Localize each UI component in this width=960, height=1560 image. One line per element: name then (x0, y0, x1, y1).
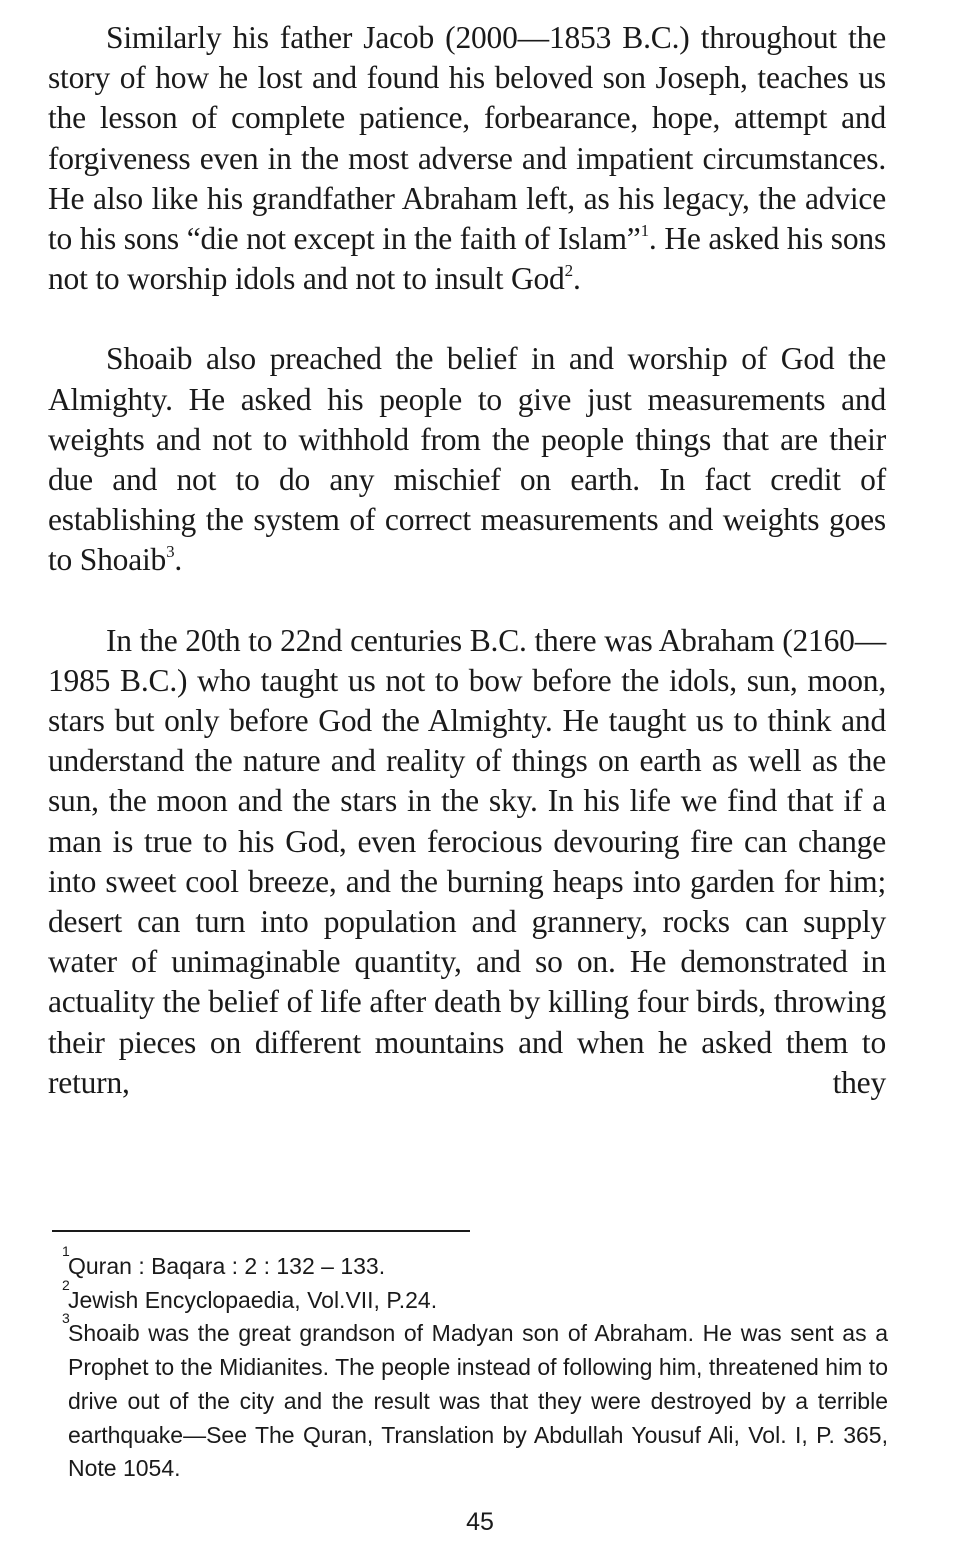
paragraph-abraham (48, 621, 886, 1103)
paragraph-jacob (48, 18, 886, 299)
footnote-text: Quran : Baqara : 2 : 132 – 133. (68, 1253, 386, 1279)
footnote-text: Shoaib was the great grandson of Madyan son of Abraham. He was sent as a Prophet to the Midianites. The people instead of following him, threatened him to drive out of the city and the result was that they were destroyed by a terrible earthquake—See The Quran, Translation by Abdullah Yousuf Ali, Vol. I, P. 365, Note 1054. (68, 1320, 888, 1482)
footnote-2 (50, 1276, 888, 1318)
paragraph-text: . (174, 542, 183, 578)
paragraph-text: . He asked his sons not to worship idols and not to insult God (48, 221, 886, 297)
footnote-3 (50, 1310, 888, 1486)
footnote-mark: 3 (62, 1310, 70, 1327)
footnote-mark: 2 (62, 1276, 70, 1293)
paragraph-text: Similarly his father Jacob (2000—1853 B.C.) throughout the story of how he lost and found his beloved son Joseph, teaches us the lesson of complete patience, forbearance, hope, attempt and forgiveness even in the most adverse and impatient circumstances. He also like his grandfather Abraham left, as his legacy, the advice to his sons “die not except in the faith of Islam” (48, 20, 886, 257)
page-body (48, 18, 886, 1103)
footnote-ref-2: 2 (564, 261, 573, 281)
paragraph-text: . (572, 261, 581, 297)
footnote-ref-1: 1 (640, 221, 649, 241)
footnote-mark: 1 (62, 1243, 70, 1259)
page-number: 45 (466, 1508, 494, 1536)
footnote-1 (50, 1243, 888, 1284)
footnote-ref-3: 3 (166, 542, 175, 562)
paragraph-text: In the 20th to 22nd centuries B.C. there was Abraham (2160—1985 B.C.) who taught us not to bow before the idols, sun, moon, stars but only before God the Almighty. He taught us to think and understand the nature and reality of things on earth as well as the sun, the moon and the stars in the sky. In his life we find that if a man is true to his God, even ferocious devouring fire can change into sweet cool breeze, and the burning heaps into garden for him; desert can turn into population and grannery, rocks can supply water of unimaginable quantity, and so on. He demonstrated in actuality the belief of life after death by killing four birds, throwing their pieces on different mountains and when he asked them to return, they (48, 622, 886, 1100)
paragraph-text: Shoaib also preached the belief in and worship of God the Almighty. He asked his people to give just measurements and weights and not to withhold from the people things that are their due and not to do any mischief on earth. In fact credit of establishing the system of correct measurements and weights goes to Shoaib (48, 341, 886, 578)
paragraph-shoaib (48, 339, 886, 580)
footnote-text: Jewish Encyclopaedia, Vol.VII, P.24. (68, 1286, 438, 1313)
footnotes (50, 1243, 888, 1486)
footnote-divider (52, 1230, 470, 1232)
